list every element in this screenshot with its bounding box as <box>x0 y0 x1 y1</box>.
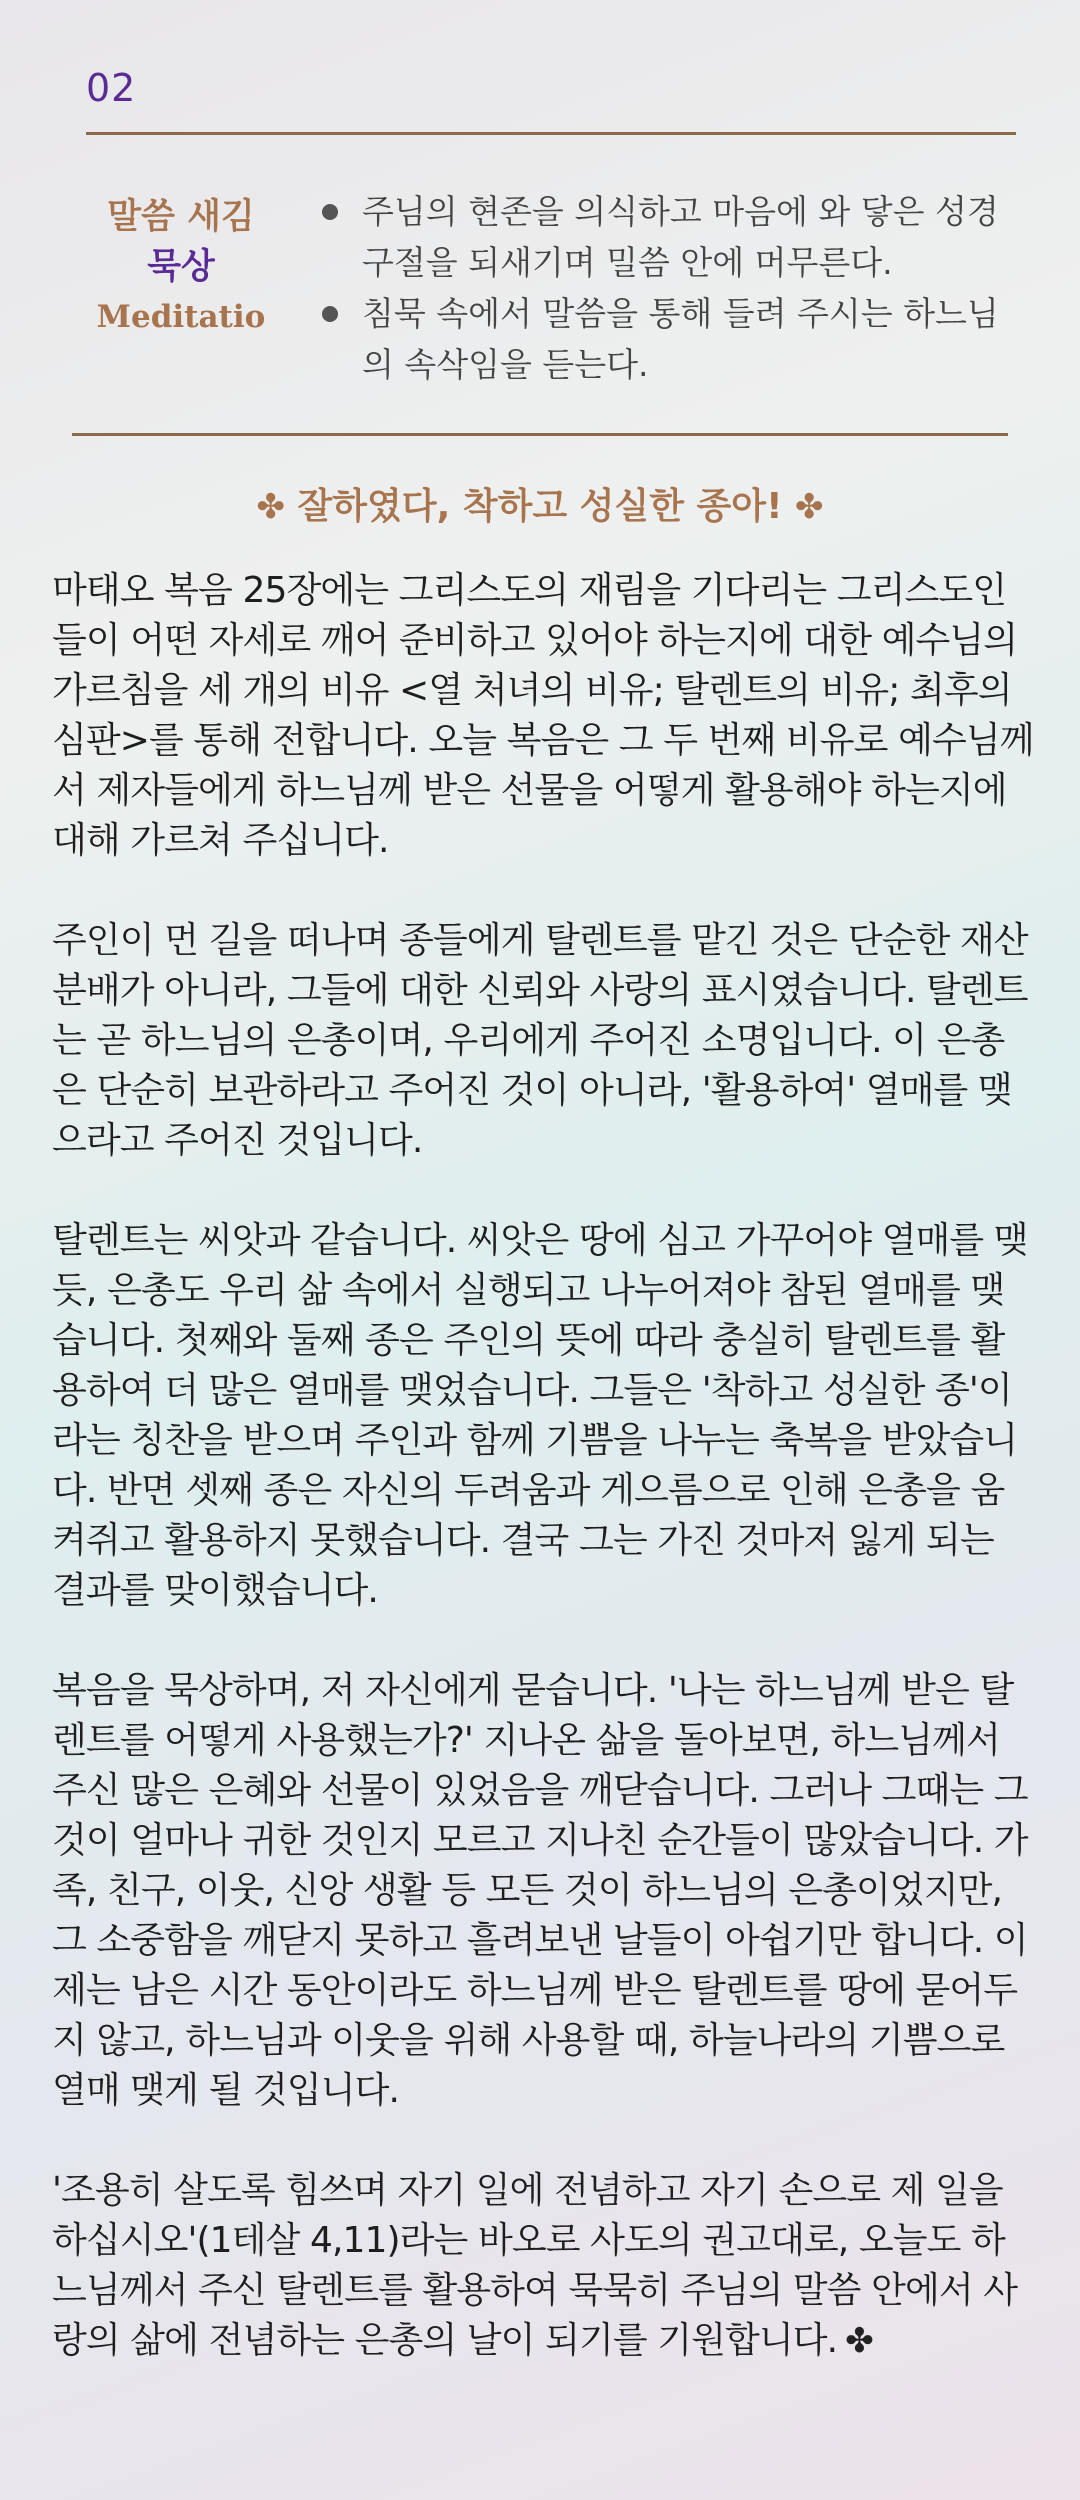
instruction-text: 침묵 속에서 말씀을 통해 들려 주시는 하느님의 속삭임을 듣는다. <box>362 294 999 384</box>
instruction-item <box>318 288 1018 390</box>
paragraph: 복음을 묵상하며, 저 자신에게 묻습니다. '나는 하느님께 받은 탈렌트를 어떻게 사용했는가?' 지나온 삶을 돌아보면, 하느님께서 주신 많은 은혜와 선물이 있었음을 깨닫습니다. 그러나 그때는 그것이 얼마나 귀한 것인지 모르고 지나친 순간들이 많았습니다. 가족, 친구, 이웃, 신앙 생활 등 모든 것이 하느님의 은총이었지만, 그 소중함을 깨닫지 못하고 흘려보낸 날들이 아쉽기만 합니다. 이제는 남은 시간 동안이라도 하느님께 받은 탈렌트를 땅에 묻어두지 않고, 하느님과 이웃을 위해 사용할 때, 하늘나라의 기쁨으로 열매 맺게 될 것입니다. <box>52 1670 1028 2111</box>
step-subtitle: 묵상 <box>147 246 215 287</box>
middle-divider <box>72 433 1008 436</box>
section-number: 02 <box>86 66 137 110</box>
reflection-title-text: 잘하였다, 착하고 성실한 종아! <box>297 486 783 527</box>
bullet-icon <box>322 306 338 322</box>
paragraph-final <box>52 2166 1034 2366</box>
paragraph: 마태오 복음 25장에는 그리스도의 재림을 기다리는 그리스도인들이 어떤 자세로 깨어 준비하고 있어야 하는지에 대한 예수님의 가르침을 세 개의 비유 <열 처녀의 비유; 탈렌트의 비유; 최후의 심판>를 통해 전합니다. 오늘 복음은 그 두 번째 비유로 예수님께서 제자들에게 하느님께 받은 선물을 어떻게 활용해야 하는지에 대해 가르쳐 주십니다. <box>52 570 1034 861</box>
top-divider <box>86 132 1016 135</box>
reflection-body <box>52 566 1034 2366</box>
step-latin-name: Meditatio <box>96 299 266 335</box>
bullet-icon <box>322 204 338 220</box>
clover-icon: ✤ <box>795 487 824 527</box>
step-title: 말씀 새김 <box>107 196 255 237</box>
clover-end-icon: ✤ <box>845 2321 873 2361</box>
paragraph-text: '조용히 살도록 힘쓰며 자기 일에 전념하고 자기 손으로 제 일을 하십시오'(1테살 4,11)라는 바오로 사도의 권고대로, 오늘도 하느님께서 주신 탈렌트를 활용하여 묵묵히 주님의 말씀 안에서 사랑의 삶에 전념하는 은총의 날이 되기를 기원합니다. <box>52 2170 1018 2361</box>
step-label <box>86 192 276 342</box>
instruction-list <box>318 186 1018 390</box>
paragraph: 주인이 먼 길을 떠나며 종들에게 탈렌트를 맡긴 것은 단순한 재산 분배가 아니라, 그들에 대한 신뢰와 사랑의 표시였습니다. 탈렌트는 곧 하느님의 은총이며, 우리에게 주어진 소명입니다. 이 은총은 단순히 보관하라고 주어진 것이 아니라, '활용하여' 열매를 맺으라고 주어진 것입니다. <box>52 920 1028 1161</box>
paragraph: 탈렌트는 씨앗과 같습니다. 씨앗은 땅에 심고 가꾸어야 열매를 맺듯, 은총도 우리 삶 속에서 실행되고 나누어져야 참된 열매를 맺습니다. 첫째와 둘째 종은 주인의 뜻에 따라 충실히 탈렌트를 활용하여 더 많은 열매를 맺었습니다. 그들은 '착하고 성실한 종'이라는 칭찬을 받으며 주인과 함께 기쁨을 나누는 축복을 받았습니다. 반면 셋째 종은 자신의 두려움과 게으름으로 인해 은총을 움켜쥐고 활용하지 못했습니다. 결국 그는 가진 것마저 잃게 되는 결과를 맞이했습니다. <box>52 1220 1028 1611</box>
clover-icon: ✤ <box>256 487 285 527</box>
instruction-item <box>318 186 1018 288</box>
reflection-title <box>0 478 1080 529</box>
instruction-text: 주님의 현존을 의식하고 마음에 와 닿은 성경구절을 되새기며 밀씀 안에 머무른다. <box>362 192 999 282</box>
